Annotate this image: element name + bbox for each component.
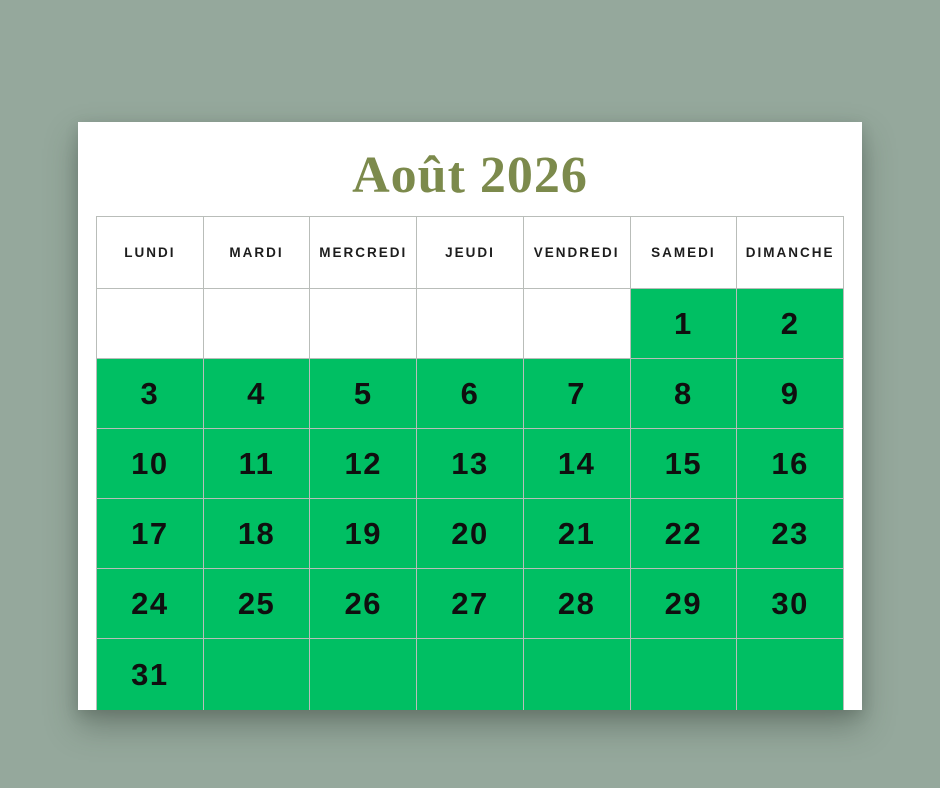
day-cell-31: 31 <box>97 639 204 711</box>
week-row <box>97 499 844 569</box>
day-cell <box>737 639 844 711</box>
weekday-header-samedi: SAMEDI <box>630 217 737 289</box>
day-cell-29: 29 <box>630 569 737 639</box>
day-cell-27: 27 <box>417 569 524 639</box>
day-cell <box>417 639 524 711</box>
day-cell-18: 18 <box>203 499 310 569</box>
day-cell-16: 16 <box>737 429 844 499</box>
week-row <box>97 429 844 499</box>
day-cell-8: 8 <box>630 359 737 429</box>
day-cell <box>417 289 524 359</box>
day-cell-28: 28 <box>523 569 630 639</box>
day-cell-4: 4 <box>203 359 310 429</box>
day-cell-17: 17 <box>97 499 204 569</box>
day-cell <box>203 289 310 359</box>
day-cell <box>203 639 310 711</box>
day-cell-11: 11 <box>203 429 310 499</box>
day-cell-3: 3 <box>97 359 204 429</box>
calendar-card <box>78 122 862 710</box>
week-row <box>97 569 844 639</box>
week-row <box>97 639 844 711</box>
weekday-header-vendredi: VENDREDI <box>523 217 630 289</box>
day-cell-6: 6 <box>417 359 524 429</box>
day-cell-9: 9 <box>737 359 844 429</box>
day-cell-2: 2 <box>737 289 844 359</box>
day-cell-10: 10 <box>97 429 204 499</box>
weekday-header-row <box>97 217 844 289</box>
day-cell-13: 13 <box>417 429 524 499</box>
day-cell-30: 30 <box>737 569 844 639</box>
day-cell <box>310 289 417 359</box>
weekday-header-lundi: LUNDI <box>97 217 204 289</box>
weekday-header-dimanche: DIMANCHE <box>737 217 844 289</box>
day-cell-26: 26 <box>310 569 417 639</box>
day-cell-15: 15 <box>630 429 737 499</box>
day-cell-19: 19 <box>310 499 417 569</box>
calendar-title: Août 2026 <box>352 147 588 204</box>
week-row <box>97 289 844 359</box>
day-cell-20: 20 <box>417 499 524 569</box>
day-cell-21: 21 <box>523 499 630 569</box>
weekday-header-mercredi: MERCREDI <box>310 217 417 289</box>
day-cell-12: 12 <box>310 429 417 499</box>
day-cell-5: 5 <box>310 359 417 429</box>
weekday-header-mardi: MARDI <box>203 217 310 289</box>
day-cell <box>97 289 204 359</box>
day-cell-1: 1 <box>630 289 737 359</box>
day-cell <box>523 289 630 359</box>
day-cell-14: 14 <box>523 429 630 499</box>
week-row <box>97 359 844 429</box>
day-cell-24: 24 <box>97 569 204 639</box>
day-cell-22: 22 <box>630 499 737 569</box>
day-cell-23: 23 <box>737 499 844 569</box>
weekday-header-jeudi: JEUDI <box>417 217 524 289</box>
day-cell <box>630 639 737 711</box>
day-cell-7: 7 <box>523 359 630 429</box>
day-cell <box>310 639 417 711</box>
day-cell <box>523 639 630 711</box>
day-cell-25: 25 <box>203 569 310 639</box>
calendar-grid <box>96 216 844 710</box>
